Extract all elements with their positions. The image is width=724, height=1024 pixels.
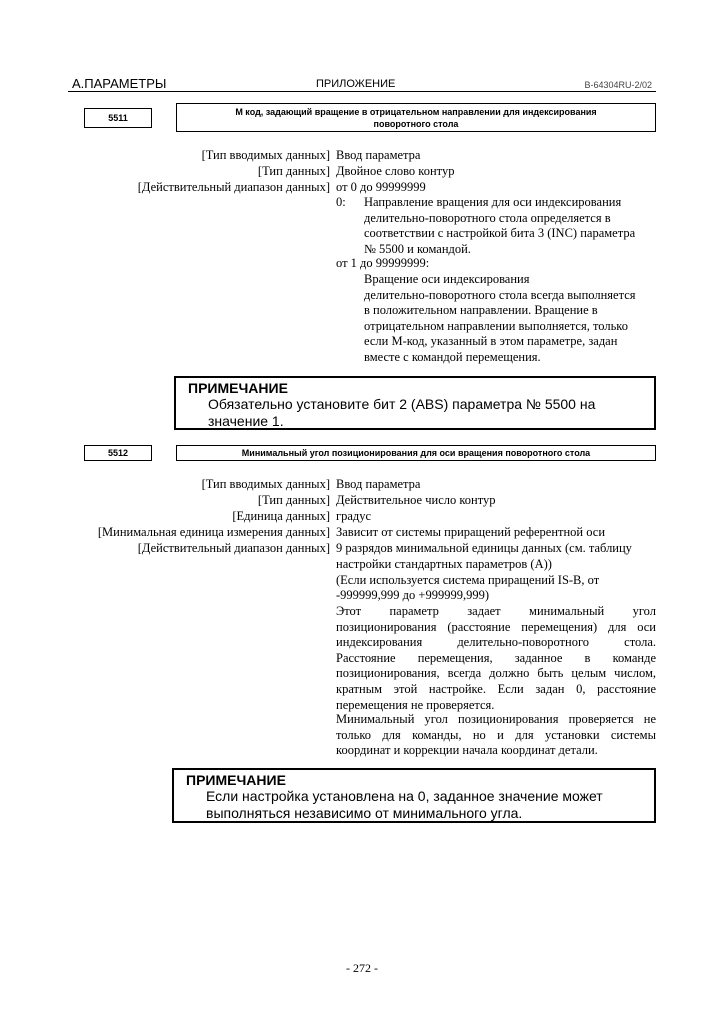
param-5512-value-input-type: Ввод параметра — [336, 477, 421, 491]
param-5511-value-data-type: Двойное слово контур — [336, 164, 455, 178]
param-5512-label-valid-range: [Действительный диапазон данных] — [137, 541, 330, 555]
param-5511-title: М код, задающий вращение в отрицательном направлении для индексирования поворотного стола — [176, 103, 656, 132]
param-5512-description: Этот параметр задает минимальный угол позиционирования (расстояние перемещения) для оси индексирования делительно-поворотного стола. Расстояние перемещения, заданное в команде позиционирования, всегда должно быть целым числом, кратным этой настройке. Если задан 0, расстояние перемещения не проверяется. — [336, 604, 656, 712]
param-5511-item1-text: Вращение оси индексирования делительно-поворотного стола всегда выполняется в положительном направлении. Вращение в отрицательном направлении выполняется, только если M-код, указанный в этом параметре, задан вместе с командой перемещения. — [364, 272, 636, 364]
section-title: A.ПАРАМЕТРЫ — [72, 76, 167, 91]
page-number: - 272 - — [346, 961, 378, 975]
param-5511-value-input-type: Ввод параметра — [336, 148, 421, 162]
note-1-title: ПРИМЕЧАНИЕ — [188, 380, 288, 396]
param-5511-item1-key: от 1 до 99999999: — [336, 256, 430, 270]
param-5512-label-min-unit: [Минимальная единица измерения данных] — [97, 525, 330, 539]
note-box-2 — [172, 768, 656, 823]
param-5511-value-valid-range: от 0 до 99999999 — [336, 180, 426, 194]
note-box-1 — [174, 376, 656, 430]
param-5512-value-min-unit: Зависит от системы приращений референтной оси — [336, 525, 606, 539]
param-5512-label-data-type: [Тип данных] — [257, 493, 330, 507]
note-2-body: Если настройка установлена на 0, заданное значение может выполняться независимо от минимального угла. — [206, 788, 603, 821]
header-rule — [68, 91, 656, 92]
appendix-label: ПРИЛОЖЕНИЕ — [316, 78, 396, 90]
param-5511-item0-text: Направление вращения для оси индексирования делительно-поворотного стола определяется в соответствии с настройкой бита 3 (INC) параметра № 5500 и командой. — [364, 195, 636, 256]
param-5512-range-text: настройки стандартных параметров (A)) (Если используется система приращений IS-B, от -999999,999 до +999999,999) — [336, 557, 600, 603]
param-5511-label-input-type: [Тип вводимых данных] — [201, 148, 330, 162]
document-code: B-64304RU-2/02 — [584, 80, 652, 90]
param-5512-value-data-unit: градус — [336, 509, 372, 523]
param-5512-label-data-unit: [Единица данных] — [232, 509, 330, 523]
param-5511-label-valid-range: [Действительный диапазон данных] — [137, 180, 330, 194]
param-5512-value-valid-range: 9 разрядов минимальной единицы данных (см. таблицу — [336, 541, 632, 555]
param-5512-value-data-type: Действительное число контур — [336, 493, 496, 507]
param-5511-item0-key: 0: — [336, 195, 346, 209]
note-2-title: ПРИМЕЧАНИЕ — [186, 772, 286, 788]
param-5511-number: 5511 — [84, 108, 152, 128]
param-5512-number: 5512 — [84, 445, 152, 461]
param-5511-label-data-type: [Тип данных] — [257, 164, 330, 178]
param-5512-title: Минимальный угол позиционирования для оси вращения поворотного стола — [176, 445, 656, 461]
param-5512-label-input-type: [Тип вводимых данных] — [201, 477, 330, 491]
note-1-body: Обязательно установите бит 2 (ABS) параметра № 5500 на значение 1. — [208, 396, 596, 429]
param-5512-description-2: Минимальный угол позиционирования проверяется не только для команды, но и для установки системы координат и коррекции начала координат детали. — [336, 712, 656, 758]
